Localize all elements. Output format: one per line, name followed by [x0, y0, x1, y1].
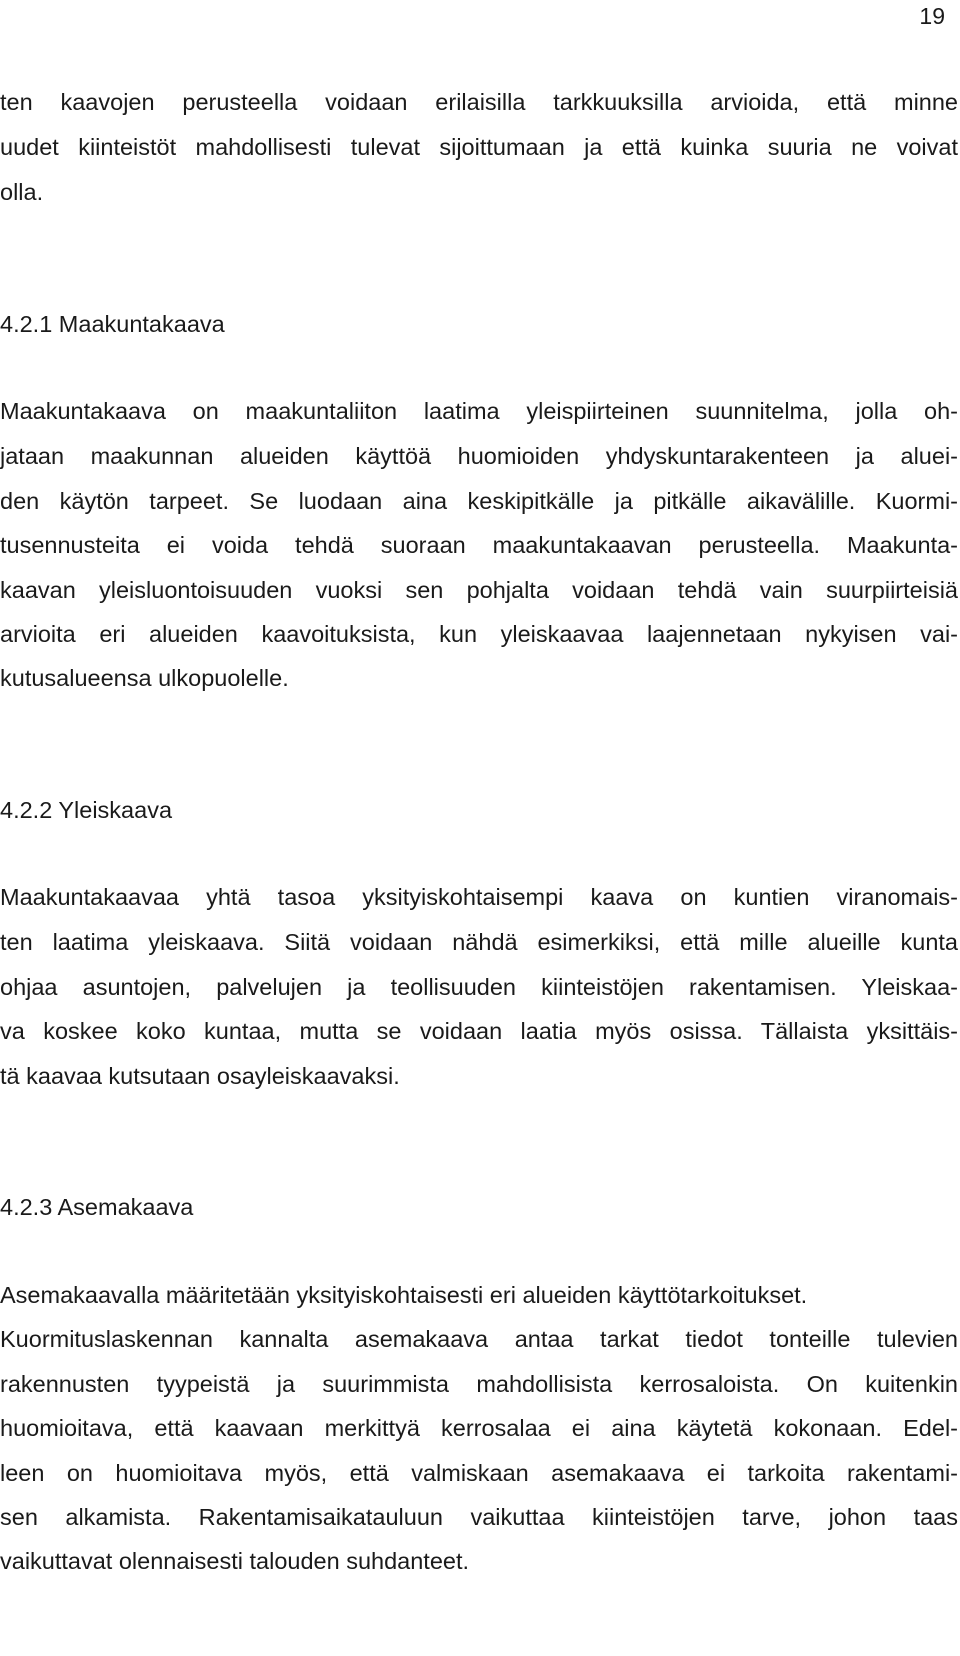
text-line: jataan maakunnan alueiden käyttöä huomioiden yhdyskuntarakenteen ja aluei- — [0, 443, 958, 469]
text-line: kaavan yleisluontoisuuden vuoksi sen pohjalta voidaan tehdä vain suurpiirteisiä — [0, 577, 958, 603]
section-heading: 4.2.2 Yleiskaava — [0, 797, 173, 823]
text-line: rakennusten tyypeistä ja suurimmista mahdollisista kerrosaloista. On kuitenkin — [0, 1371, 958, 1397]
text-line: ohjaa asuntojen, palvelujen ja teollisuuden kiinteistöjen rakentamisen. Yleiskaa- — [0, 974, 958, 1000]
text-line: Asemakaavalla määritetään yksityiskohtaisesti eri alueiden käyttötarkoitukset. — [0, 1282, 808, 1308]
text-line: arvioita eri alueiden kaavoituksista, kun yleiskaavaa laajennetaan nykyisen vai- — [0, 621, 958, 647]
page-number: 19 — [919, 3, 945, 29]
text-line: den käytön tarpeet. Se luodaan aina keskipitkälle ja pitkälle aikavälille. Kuormi- — [0, 488, 958, 514]
text-line: Maakuntakaavaa yhtä tasoa yksityiskohtaisempi kaava on kuntien viranomais- — [0, 884, 958, 910]
text-line: uudet kiinteistöt mahdollisesti tulevat sijoittumaan ja että kuinka suuria ne voivat — [0, 134, 958, 160]
text-line: va koskee koko kuntaa, mutta se voidaan laatia myös osissa. Tällaista yksittäis- — [0, 1018, 958, 1044]
text-line: tä kaavaa kutsutaan osayleiskaavaksi. — [0, 1063, 400, 1089]
text-line: Maakuntakaava on maakuntaliiton laatima yleispiirteinen suunnitelma, jolla oh- — [0, 398, 958, 424]
text-line: Kuormituslaskennan kannalta asemakaava antaa tarkat tiedot tonteille tulevien — [0, 1326, 958, 1352]
section-heading: 4.2.3 Asemakaava — [0, 1194, 194, 1220]
section-heading: 4.2.1 Maakuntakaava — [0, 311, 225, 337]
text-line: olla. — [0, 179, 44, 205]
text-line: kutusalueensa ulkopuolelle. — [0, 665, 289, 691]
text-line: huomioitava, että kaavaan merkittyä kerrosalaa ei aina käytetä kokonaan. Edel- — [0, 1415, 958, 1441]
text-line: leen on huomioitava myös, että valmiskaan asemakaava ei tarkoita rakentami- — [0, 1460, 958, 1486]
text-line: tusennusteita ei voida tehdä suoraan maakuntakaavan perusteella. Maakunta- — [0, 532, 958, 558]
text-line: ten kaavojen perusteella voidaan erilaisilla tarkkuuksilla arvioida, että minne — [0, 89, 958, 115]
text-line: ten laatima yleiskaava. Siitä voidaan nähdä esimerkiksi, että mille alueille kunta — [0, 929, 958, 955]
text-line: sen alkamista. Rakentamisaikatauluun vaikuttaa kiinteistöjen tarve, johon taas — [0, 1504, 958, 1530]
text-line: vaikuttavat olennaisesti talouden suhdanteet. — [0, 1548, 470, 1574]
